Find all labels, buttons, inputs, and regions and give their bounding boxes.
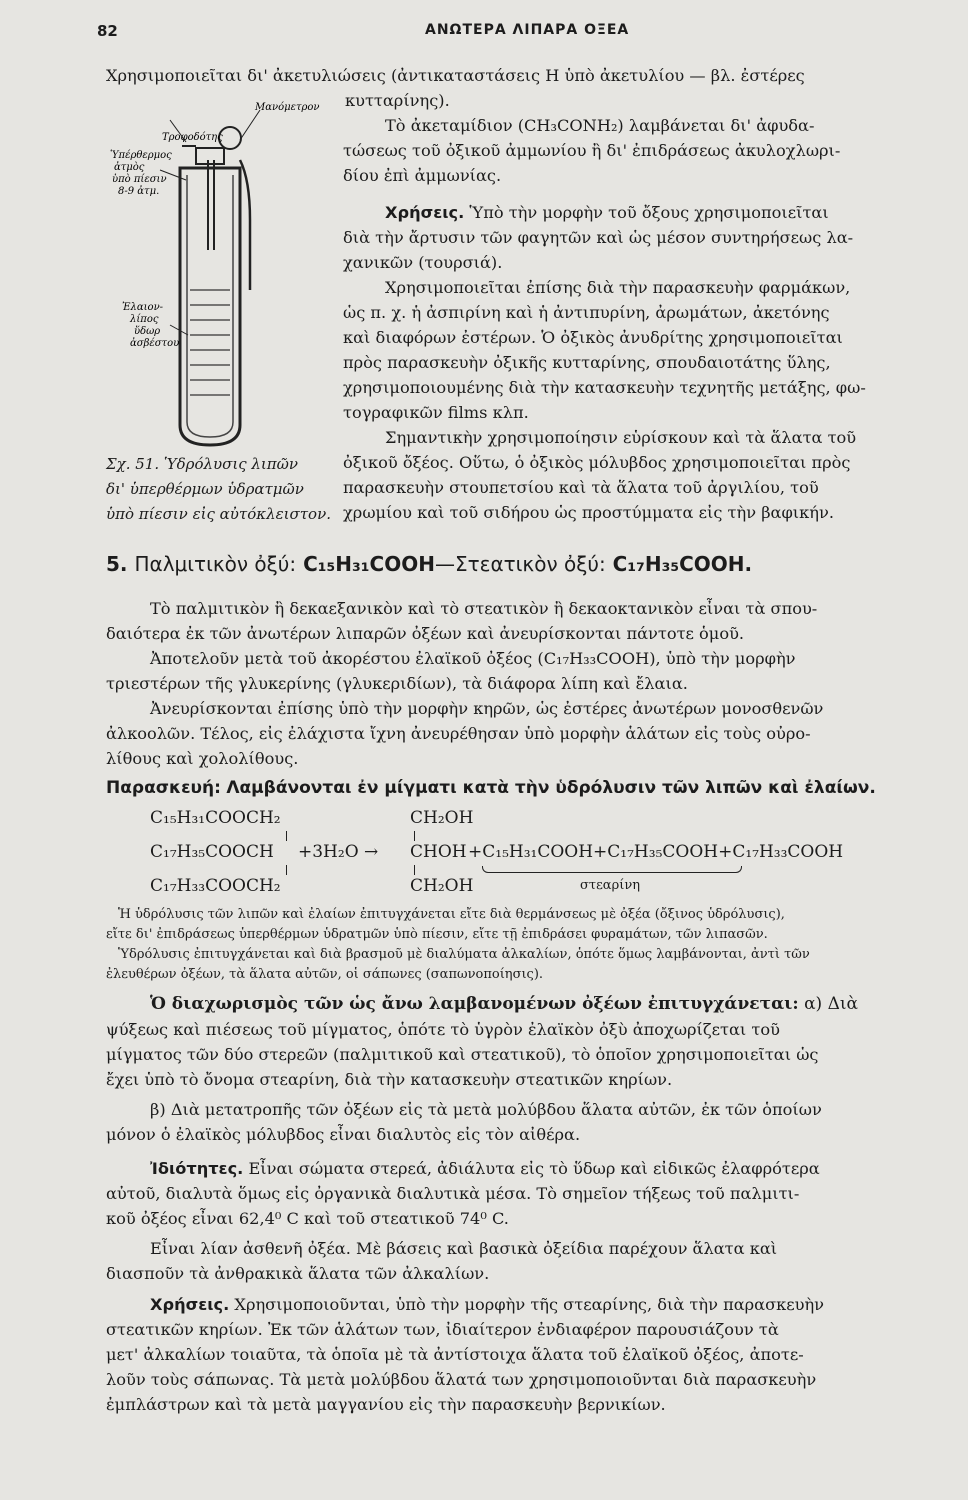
properties-first-rest: Εἶναι σώματα στερεά, ἀδιάλυτα εἰς τὸ ὕδωρ καὶ εἰδικῶς ἐλαφρότερα: [248, 1159, 820, 1178]
body-line: δαιότερα ἐκ τῶν ἀνωτέρων λιπαρῶν ὀξέων καὶ ἀνευρίσκονται πάντοτε ὁμοῦ.: [106, 624, 745, 643]
running-title: ΑΝΩΤΕΡΑ ΛΙΠΑΡΑ ΟΞΕΑ: [425, 22, 630, 38]
body-line: Ἀνευρίσκονται ἐπίσης ὑπὸ τὴν μορφὴν κηρῶν, ὡς ἐστέρες ἀνωτέρων μονοσθενῶν: [150, 699, 824, 718]
uses-line: χανικῶν (τουρσιά).: [343, 253, 503, 272]
note-line: εἴτε δι' ἐπιδράσεως ὑπερθέρμων ὑδρατμῶν ὑπὸ πίεσιν, εἴτε τῇ ἐπιδράσει φυραμάτων, τῶν λιπασῶν.: [106, 927, 768, 942]
palmitic-title: Παλμιτικὸν ὀξύ:: [134, 552, 297, 576]
autoclave-figure: [100, 100, 340, 455]
uses2-first-line: [150, 1292, 824, 1317]
separation-lead-bold: Ὁ διαχωρισμὸς τῶν ὡς ἄνω λαμβανομένων ὀξέων ἐπιτυγχάνεται:: [150, 994, 799, 1014]
section-number: 5.: [106, 552, 128, 576]
figure-caption-line: δι' ὑπερθέρμων ὑδρατμῶν: [106, 480, 304, 498]
label-pressure: ὑπὸ πίεσιν: [112, 174, 167, 185]
intro-line: Χρησιμοποιεῖται δι' ἀκετυλιώσεις (ἀντικαταστάσεις Η ὑπὸ ἀκετυλίου — βλ. ἐστέρες: [106, 66, 805, 85]
uses2-line: λοῦν τοὺς σάπωνας. Τὰ μετὰ μολύβδου ἅλατά των χρησιμοποιοῦνται διὰ παρασκευὴν: [106, 1370, 817, 1389]
uses-line: πρὸς παρασκευὴν ὀξικῆς κυτταρίνης, σπουδαιοτάτης ὕλης,: [343, 353, 831, 372]
uses-line: χρησιμοποιουμένης διὰ τὴν κατασκευὴν τεχνητῆς μετάξης, φω-: [343, 378, 866, 397]
intro-line: Τὸ ἀκεταμίδιον (CH₃CONH₂) λαμβάνεται δι' ἀφυδα-: [385, 116, 815, 135]
body-line: Τὸ παλμιτικὸν ἢ δεκαεξανικὸν καὶ τὸ στεατικὸν ἢ δεκαοκτανικὸν εἶναι τὰ σπου-: [150, 599, 818, 618]
bond-line: [286, 831, 287, 841]
stearin-brace: [482, 866, 742, 873]
properties-line: Εἶναι λίαν ἀσθενῆ ὀξέα. Μὲ βάσεις καὶ βασικὰ ὀξείδια παρέχουν ἅλατα καὶ: [150, 1239, 778, 1258]
vessel-inner: [187, 175, 233, 437]
heading-dash: —: [434, 552, 455, 576]
body-line: ἀλκοολῶν. Τέλος, εἰς ἐλάχιστα ἴχνη ἀνευρέθησαν ὑπὸ μορφὴν ἁλάτων εἰς τοὺς οὐρο-: [106, 724, 811, 743]
properties-line: αὐτοῦ, διαλυτὰ ὅμως εἰς ὀργανικὰ διαλυτικὰ μέσα. Τὸ σημεῖον τήξεως τοῦ παλμιτι-: [106, 1184, 800, 1203]
properties-line: κοῦ ὀξέος εἶναι 62,4⁰ C καὶ τοῦ στεατικοῦ 74⁰ C.: [106, 1209, 509, 1228]
uses-line: ὀξικοῦ ὄξέος. Οὕτω, ὁ ὀξικὸς μόλυβδος χρησιμοποιεῖται πρὸς: [343, 453, 851, 472]
stearin-label: στεαρίνη: [580, 878, 641, 893]
separation-line: ψύξεως καὶ πιέσεως τοῦ μίγματος, ὁπότε τὸ ὑγρὸν ἐλαϊκὸν ὀξὺ ἀποχωρίζεται τοῦ: [106, 1020, 780, 1039]
fatty-acid-products: +C₁₅H₃₁COOH+C₁₇H₃₅COOH+C₁₇H₃₃COOH: [468, 842, 844, 862]
section-heading: [106, 552, 752, 576]
uses-first-rest: Ὑπὸ τὴν μορφὴν τοῦ ὄξους χρησιμοποιεῖται: [469, 203, 829, 222]
triglyceride-row-3: C₁₇H₃₃COOCH₂: [150, 876, 281, 896]
intro-line: δίου ἐπὶ ἀμμωνίας.: [343, 166, 502, 185]
label-manometer: Μανόμετρον: [255, 102, 320, 113]
separation-line: μόνον ὁ ἐλαϊκὸς μόλυβδος εἶναι διαλυτὸς εἰς τὸν αἰθέρα.: [106, 1125, 581, 1144]
palmitic-formula: C₁₅H₃₁COOH: [303, 552, 435, 576]
label-lime: ἀσβέστου: [130, 338, 180, 349]
figure-caption-line: ὑπὸ πίεσιν εἰς αὐτόκλειστον.: [106, 505, 331, 523]
uses-line: χρωμίου καὶ τοῦ σιδήρου ὡς προστύμματα εἰς τὴν βαφικήν.: [343, 503, 834, 522]
separation-line: ἔχει ὑπὸ τὸ ὄνομα στεαρίνη, διὰ τὴν κατασκευὴν στεατικῶν κηρίων.: [106, 1070, 673, 1089]
uses2-label: Χρήσεις.: [150, 1295, 230, 1314]
label-water: ὕδωρ: [134, 326, 161, 337]
uses-line: Σημαντικὴν χρησιμοποίησιν εὑρίσκουν καὶ τὰ ἅλατα τοῦ: [385, 428, 857, 447]
steam-tube: [208, 160, 214, 250]
separation-line: μίγματος τῶν δύο στερεῶν (παλμιτικοῦ καὶ στεατικοῦ), τὸ ὁποῖον χρησιμοποιεῖται ὡς: [106, 1045, 819, 1064]
valve-block: [196, 148, 224, 164]
properties-label: Ἰδιότητες.: [150, 1159, 244, 1178]
label-steam: Ὑπέρθερμος: [110, 150, 172, 161]
page-number: 82: [97, 22, 118, 40]
separation-line: β) Διὰ μετατροπῆς τῶν ὀξέων εἰς τὰ μετὰ μολύβδου ἅλατα αὐτῶν, ἐκ τῶν ὁποίων: [150, 1100, 822, 1119]
note-line: ἐλευθέρων ὀξέων, τὰ ἅλατα αὐτῶν, οἱ σάπωνες (σαπωνοποίησις).: [106, 967, 544, 982]
glycerol-row-3: CH₂OH: [410, 876, 474, 896]
uses2-line: στεατικῶν κηρίων. Ἐκ τῶν ἁλάτων των, ἰδιαίτερον ἐνδιαφέρον παρουσιάζουν τὰ: [106, 1320, 779, 1339]
body-line: Ἀποτελοῦν μετὰ τοῦ ἀκορέστου ἐλαϊκοῦ ὀξέος (C₁₇H₃₃COOH), ὑπὸ τὴν μορφὴν: [150, 649, 796, 668]
uses-line: τογραφικῶν films κλπ.: [343, 403, 529, 422]
bond-line: [414, 865, 415, 875]
body-line: λίθους καὶ χολολίθους.: [106, 749, 299, 768]
liquid-hatching: [190, 290, 230, 395]
vessel-outer: [180, 168, 240, 445]
uses2-line: ἐμπλάστρων καὶ τὰ μετὰ μαγγανίου εἰς τὴν παρασκευὴν βερνικίων.: [106, 1395, 666, 1414]
uses-first-line: [385, 200, 829, 225]
properties-line: διασποῦν τὰ ἀνθρακικὰ ἅλατα τῶν ἀλκαλίων.: [106, 1264, 490, 1283]
label-oil: Ἐλαιον-: [122, 302, 164, 313]
water-reagent: +3H₂O →: [298, 842, 379, 862]
stearic-title: Στεατικὸν ὀξύ:: [454, 552, 606, 576]
triglyceride-row-1: C₁₅H₃₁COOCH₂: [150, 808, 281, 828]
preparation-label: Παρασκευή:: [106, 778, 221, 798]
uses-line: ὡς π. χ. ἡ ἀσπιρίνη καὶ ἡ ἀντιπυρίνη, ἀρωμάτων, ἀκετόνης: [343, 303, 830, 322]
note-line: Ἡ ὑδρόλυσις τῶν λιπῶν καὶ ἐλαίων ἐπιτυγχάνεται εἴτε διὰ θερμάνσεως μὲ ὀξέα (ὄξινος ὑδρόλυσις),: [118, 907, 785, 922]
uses-label: Χρήσεις.: [385, 203, 465, 222]
note-line: Ὑδρόλυσις ἐπιτυγχάνεται καὶ διὰ βρασμοῦ μὲ διαλύματα ἀλκαλίων, ὁπότε ὅμως λαμβάνονται, ἀντὶ τῶν: [118, 947, 810, 962]
glycerol-row-1: CH₂OH: [410, 808, 474, 828]
preparation-line: [106, 776, 876, 801]
uses-line: παρασκευὴν στουπετσίου καὶ τὰ ἅλατα τοῦ ἀργιλίου, τοῦ: [343, 478, 819, 497]
label-atm: 8-9 ἀτμ.: [118, 186, 160, 197]
preparation-text: Λαμβάνονται ἐν μίγματι κατὰ τὴν ὑδρόλυσιν τῶν λιπῶν καὶ ἐλαίων.: [226, 778, 876, 798]
separation-lead-rest: α) Διὰ: [804, 994, 859, 1014]
bond-line: [414, 831, 415, 841]
figure-caption-line: Σχ. 51. Ὑδρόλυσις λιπῶν: [106, 455, 299, 473]
uses2-line: μετ' ἀλκαλίων τοιαῦτα, τὰ ὁποῖα μὲ τὰ ἀντίστοιχα ἅλατα τοῦ ἐλαϊκοῦ ὀξέος, ἀποτε-: [106, 1345, 804, 1364]
uses-line: διὰ τὴν ἄρτυσιν τῶν φαγητῶν καὶ ὡς μέσον συντηρήσεως λα-: [343, 228, 854, 247]
uses-line: Χρησιμοποιεῖται ἐπίσης διὰ τὴν παρασκευὴν φαρμάκων,: [385, 278, 851, 297]
label-steam-2: ἀτμὸς: [114, 162, 145, 173]
body-line: τριεστέρων τῆς γλυκερίνης (γλυκεριδίων), τὰ διάφορα λίπη καὶ ἔλαια.: [106, 674, 688, 693]
separation-lead: [150, 992, 858, 1017]
uses-line: καὶ διαφόρων ἐστέρων. Ὁ ὀξικὸς ἀνυδρίτης χρησιμοποιεῖται: [343, 328, 843, 347]
manometer-leader: [240, 110, 260, 140]
triglyceride-row-2: C₁₇H₃₅COOCH: [150, 842, 274, 862]
glycerol-row-2: CHOH: [410, 842, 467, 862]
intro-line: τώσεως τοῦ ὀξικοῦ ἀμμωνίου ἢ δι' ἐπιδράσεως ἀκυλοχλωρι-: [343, 141, 841, 160]
uses2-first-rest: Χρησιμοποιοῦνται, ὑπὸ τὴν μορφὴν τῆς στεαρίνης, διὰ τὴν παρασκευὴν: [234, 1295, 825, 1314]
stearic-formula: C₁₇H₃₅COOH.: [612, 552, 753, 576]
bond-line: [286, 865, 287, 875]
label-feeder: Τροφοδότης: [162, 132, 223, 143]
intro-line: κυτταρίνης).: [345, 91, 450, 110]
properties-first-line: [150, 1156, 820, 1181]
label-fat: λίπος: [130, 314, 159, 325]
